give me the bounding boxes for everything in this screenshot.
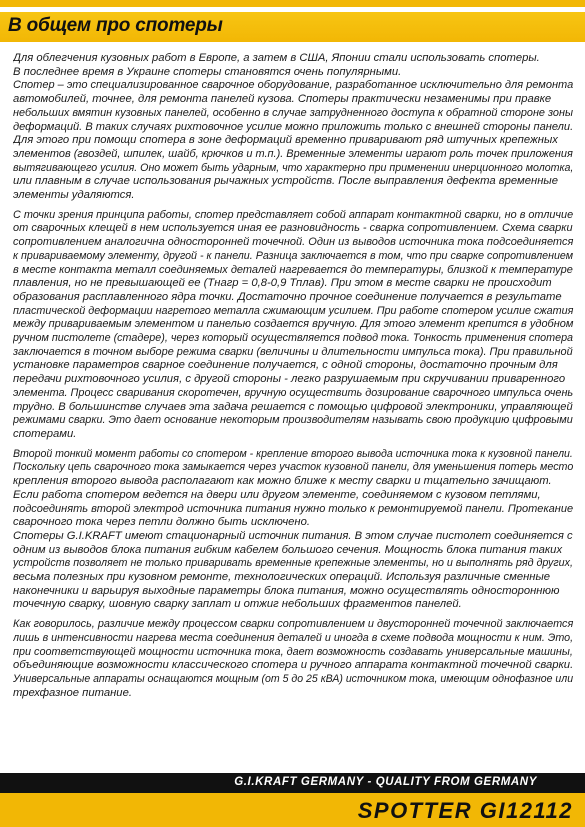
text-line: Спотер – это специализированное сварочное оборудование, разработанное исключительно для ремонта xyxy=(13,79,574,92)
text-line: наконечники и варьируя выходные параметры блока питания, можно осуществлять одностороннюю xyxy=(13,584,560,597)
text-line: одним из выводов блока питания гибким кабелем большого сечения. Мощность блока питания таких xyxy=(13,543,563,556)
text-line: при соответствующей мощности источника тока, дает возможность создавать универсальные машины, xyxy=(13,645,573,658)
text-line: С точки зрения принципа работы, спотер представляет собой аппарат контактной сварки, но в отличие xyxy=(13,208,574,221)
text-line: Как говорилось, различие между процессом сварки сопротивлением и двусторонней точечной заключается xyxy=(13,618,574,631)
text-line: устройств позволяет не только приваривать временные крепежные элементы, но и выполнять ряд других, xyxy=(13,557,573,570)
footer-slogan: G.I.KRAFT GERMANY - QUALITY FROM GERMANY xyxy=(234,776,537,788)
text-line: ручном пистолете (стадере), через который осуществляется подвод тока. Тонкость применения спотера xyxy=(13,332,574,345)
text-line: трехфазное питание. xyxy=(13,686,132,699)
text-line: Если работа спотером ведется на двери или другом элементе, соединяемом с кузовом петлями, xyxy=(13,488,541,501)
footer-slogan-bar xyxy=(0,773,585,793)
text-line: Универсальные аппараты оснащаются мощным (от 5 до 25 кВА) источником тока, имеющим однофазное или xyxy=(13,672,574,685)
text-line: в месте контакта металл соединяемых деталей нагревается до температуры, близкой к температуре xyxy=(13,263,573,276)
text-line: объединяющие возможности классического спотера и ручного аппарата контактной точечной сварки. xyxy=(13,659,574,672)
paragraph xyxy=(13,618,575,700)
text-line: элементов (гвоздей, шпилек, шайб, крючков и т.п.). Временные элементы играют роль точек приложения xyxy=(13,147,573,160)
text-line: Спотеры G.I.KRAFT имеют стационарный источник питания. В этом случае пистолет соединяется с xyxy=(13,529,573,542)
text-line: небольших вмятин кузовных панелей, особенно в случае затрудненного доступа к обратной стороне зоны xyxy=(13,106,573,119)
text-line: образования расплавленного ядра точки. Достаточно прочное соединение получается в результате xyxy=(13,290,562,303)
text-line: Для облегчения кузовных работ в Европе, а затем в США, Японии стали использовать спотеры. xyxy=(13,52,540,64)
text-line: лишь в интенсивности нагрева места соединения деталей и иногда в схеме подвода мощности к ним. Это, xyxy=(13,631,574,644)
text-line: точечную сварку, шовную сварку заплат и отжиг небольших фрагментов панелей. xyxy=(13,598,462,611)
product-model: SPOTTER GI12112 xyxy=(357,798,573,823)
article-body xyxy=(13,52,575,722)
text-line: установке параметров сварное соединение получается, с одной стороны, достаточно прочным для xyxy=(13,359,558,372)
text-line: вытягивающего усилия. Оно может быть ударным, что характерно при применении инерционного молотка, xyxy=(13,161,574,174)
text-line: весьма полезных при кузовном ремонте, технологических операций. Используя различные сменные xyxy=(13,571,551,584)
text-line: трудно. В большинстве случаев эта задача решается с помощью цифровой электроники, управляющей xyxy=(13,400,573,413)
text-line: крепления второго вывода располагают как можно ближе к месту сварки и тщательно зачищают. xyxy=(13,475,552,488)
top-accent-bar xyxy=(0,0,585,7)
text-line: режимами сварки. Это дает основание некоторым производителям называть свою продукцию цифровыми xyxy=(13,414,573,427)
text-line: В последнее время в Украине спотеры становятся очень популярными. xyxy=(13,65,402,78)
paragraph xyxy=(13,448,575,612)
title-bar xyxy=(0,12,585,42)
text-line: Второй тонкий момент работы со спотером - крепление второго вывода источника тока к кузовной панели. xyxy=(13,447,573,460)
text-line: элементы удаляются. xyxy=(13,189,135,202)
footer-model-bar xyxy=(0,793,585,827)
text-line: плавления, но не превышающей ее (Тнагр = 0,8-0,9 Тплав). При этом в месте сварки не происходит xyxy=(13,277,552,290)
text-line: пластической деформации нагретого металла сжимающим усилием. При работе спотером усилие сжатия xyxy=(13,304,574,317)
paragraph xyxy=(13,209,575,442)
text-line: автомобилей, точнее, для ремонта панелей кузова. Спотеры практически незаменимы при правке xyxy=(13,93,552,106)
text-line: сварочного тока через петли должно быть исключено. xyxy=(13,516,311,529)
page-title: В общем про спотеры xyxy=(8,15,223,36)
text-line: передачи рихтовочного усилия, с другой стороны - легко разрушаемым при скручивании приваренного xyxy=(13,373,566,386)
paragraph xyxy=(13,52,575,203)
text-line: Для этого при помощи спотера в зоне деформаций временно приваривают ряд штучных крепежных xyxy=(13,134,558,147)
text-line: сопротивлением аналогична односторонней точечной. Один из выводов источника тока подсоединяется xyxy=(13,236,574,249)
text-line: к привариваемому элементу, другой - к панели. Разница заключается в том, что при сварке сопротивлением xyxy=(13,249,574,262)
text-line: заключается в точном выборе режима сварки (величины и длительности импульса тока). При правильной xyxy=(13,345,573,358)
text-line: между привариваемым элементом и панелью создается вручную. Для этого элемент крепится в удобном xyxy=(13,318,574,331)
text-line: или плавным в случае использования рычажных устройств. После выправления дефекта временные xyxy=(13,175,558,188)
text-line: деформаций. В таких случаях рихтовочное усилие можно приложить только с внешней стороны панели. xyxy=(13,120,574,133)
text-line: Поскольку цепь сварочного тока замыкается через участок кузовной панели, для уменьшения потерь место xyxy=(13,461,574,474)
text-line: от сварочных клещей в нем используется иная ее разновидность - сварка сопротивлением. Схема сварки xyxy=(13,222,573,235)
text-line: элемента. Процесс сваривания скоротечен, вручную осуществить дозирование сварочного импульса очень xyxy=(13,386,574,399)
text-line: спотерами. xyxy=(13,427,77,440)
text-line: подсоединять второй электрод источника питания нужно только к ремонтируемой панели. Протекание xyxy=(13,502,574,515)
